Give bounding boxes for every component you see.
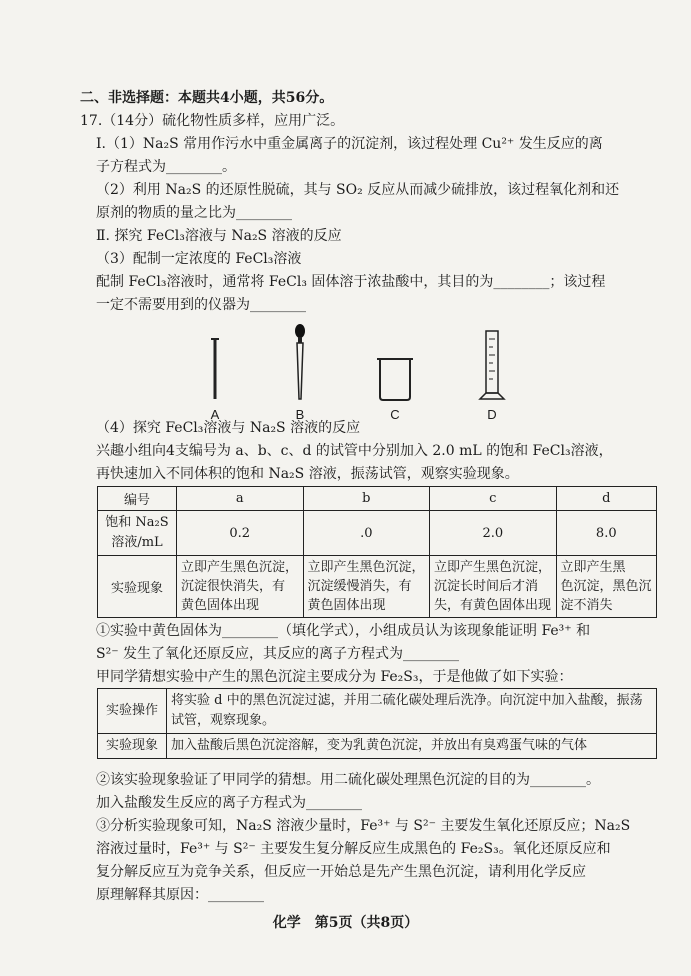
header-volume	[98, 511, 177, 556]
q17-part1-line2: 子方程式为________。	[96, 159, 236, 175]
q17-part2-line2: 原剂的物质的量之比为________	[96, 205, 292, 221]
cell-obs-a	[177, 556, 304, 618]
obs-a-line3: 黄色固体出现	[181, 598, 260, 613]
obs-c-line2: 沉淀长时间后才消	[434, 579, 539, 594]
obs-b-line2: 沉淀缓慢消失，有	[307, 579, 412, 594]
q17-sub3-line1: ③分析实验现象可知，Na₂S 溶液少量时，Fe³⁺ 与 S²⁻ 主要发生氧化还原反应；Na₂S	[96, 818, 631, 834]
question-17-heading: 17.（14分）硫化物性质多样，应用广泛。	[80, 113, 345, 129]
table-row	[98, 689, 657, 734]
obs-a-line2: 沉淀很快消失，有	[181, 579, 286, 594]
q17-part4-line2: 再快速加入不同体积的饱和 Na₂S 溶液，振荡试管，观察实验现象。	[96, 466, 519, 482]
cell-id-b: b	[303, 487, 430, 511]
dropper-icon	[285, 321, 315, 401]
table-row	[98, 487, 657, 511]
q17-sub2-line1: ②该实验现象验证了甲同学的猜想。用二硫化碳处理黑色沉淀的目的为________。	[96, 772, 600, 788]
cell-obs-b	[303, 556, 430, 618]
header-volume-line2: 溶液/mL	[111, 535, 163, 550]
cell-id-d: d	[556, 487, 656, 511]
obs-d-line1: 立即产生黑	[560, 560, 626, 575]
table-row	[98, 734, 657, 759]
glass-rod-icon	[200, 331, 230, 401]
cell-obs-d	[556, 556, 656, 618]
table-row	[98, 556, 657, 618]
apparatus-b	[270, 321, 330, 422]
apparatus-label-b: B	[295, 407, 305, 422]
q17-part3-line2: 一定不需要用到的仪器为________	[96, 297, 306, 313]
q17-sub1-line2: S²⁻ 发生了氧化还原反应，其反应的离子方程式为________	[96, 646, 460, 662]
cell-vol-c: 2.0	[430, 511, 557, 556]
table-row	[98, 511, 657, 556]
cell-vol-d: 8.0	[556, 511, 656, 556]
header-volume-line1: 饱和 Na₂S	[105, 515, 169, 530]
experiment-table	[97, 486, 657, 618]
q17-section2-title: Ⅱ. 探究 FeCl₃溶液与 Na₂S 溶液的反应	[96, 228, 342, 244]
q17-sub3-line4: 原理解释其原因：________	[96, 887, 264, 903]
q17-sub1-line3: 甲同学猜想实验中产生的黑色沉淀主要成分为 Fe₂S₃，于是他做了如下实验：	[96, 669, 573, 685]
apparatus-label-c: C	[390, 407, 400, 422]
q17-part4-line1: 兴趣小组向4支编号为 a、b、c、d 的试管中分别加入 2.0 mL 的饱和 FeCl₃溶液，	[96, 443, 613, 459]
cell-id-c: c	[430, 487, 557, 511]
cell-obs-c	[430, 556, 557, 618]
q17-sub3-line3: 复分解反应互为竞争关系，但反应一开始总是先产生黑色沉淀，请利用化学反应	[96, 864, 586, 880]
cell-vol-a: 0.2	[177, 511, 304, 556]
q17-part3-line1: 配制 FeCl₃溶液时，通常将 FeCl₃ 固体溶于浓盐酸中，其目的为________；该过程	[96, 274, 606, 290]
operation-line1: 将实验 d 中的黑色沉淀过滤，并用二硫化碳处理后洗净。向沉淀中加入盐酸，振荡	[171, 693, 643, 708]
q17-sub3-line2: 溶液过量时，Fe³⁺ 与 S²⁻ 主要发生复分解反应生成黑色的 Fe₂S₃。氧化还原反应和	[96, 841, 611, 857]
page-footer: 化学 第5页（共8页）	[272, 915, 419, 931]
apparatus-label-a: A	[210, 407, 220, 422]
obs-c-line3: 失，有黄色固体出现	[434, 598, 552, 613]
header-phenomenon: 实验现象	[98, 734, 167, 759]
obs-d-line3: 淀不消失	[560, 598, 613, 613]
verification-table	[97, 688, 657, 759]
obs-c-line1: 立即产生黑色沉淀，	[434, 560, 552, 575]
q17-sub2-line2: 加入盐酸发生反应的离子方程式为________	[96, 795, 362, 811]
obs-a-line1: 立即产生黑色沉淀，	[181, 560, 299, 575]
obs-b-line1: 立即产生黑色沉淀，	[307, 560, 425, 575]
q17-part4-title: （4）探究 FeCl₃溶液与 Na₂S 溶液的反应	[96, 420, 361, 436]
header-operation: 实验操作	[98, 689, 167, 734]
apparatus-label-d: D	[487, 407, 497, 422]
obs-b-line3: 黄色固体出现	[307, 598, 386, 613]
q17-part3-title: （3）配制一定浓度的 FeCl₃溶液	[96, 251, 302, 267]
header-id: 编号	[98, 487, 177, 511]
graduated-cylinder-icon	[475, 327, 509, 401]
cell-vol-b: .0	[303, 511, 430, 556]
apparatus-a	[185, 331, 245, 422]
q17-sub1-line1: ①实验中黄色固体为________（填化学式），小组成员认为该现象能证明 Fe³⁺ 和	[96, 623, 591, 639]
q17-part1-line1: Ⅰ.（1）Na₂S 常用作污水中重金属离子的沉淀剂，该过程处理 Cu²⁺ 发生反应的离	[96, 136, 603, 152]
cell-phenomenon: 加入盐酸后黑色沉淀溶解，变为乳黄色沉淀，并放出有臭鸡蛋气味的气体	[167, 734, 657, 759]
apparatus-figure	[180, 312, 540, 422]
apparatus-d	[462, 327, 522, 422]
header-observation: 实验现象	[98, 556, 177, 618]
operation-line2: 试管，观察现象。	[171, 713, 276, 728]
apparatus-c	[365, 355, 425, 422]
obs-d-line2: 色沉淀，黑色沉	[560, 579, 652, 594]
section-header: 二、非选择题：本题共4小题，共56分。	[80, 90, 334, 106]
q17-part2-line1: （2）利用 Na₂S 的还原性脱硫，其与 SO₂ 反应从而减少硫排放，该过程氧化剂和还	[96, 182, 620, 198]
cell-id-a: a	[177, 487, 304, 511]
cell-operation	[167, 689, 657, 734]
beaker-icon	[373, 355, 417, 401]
